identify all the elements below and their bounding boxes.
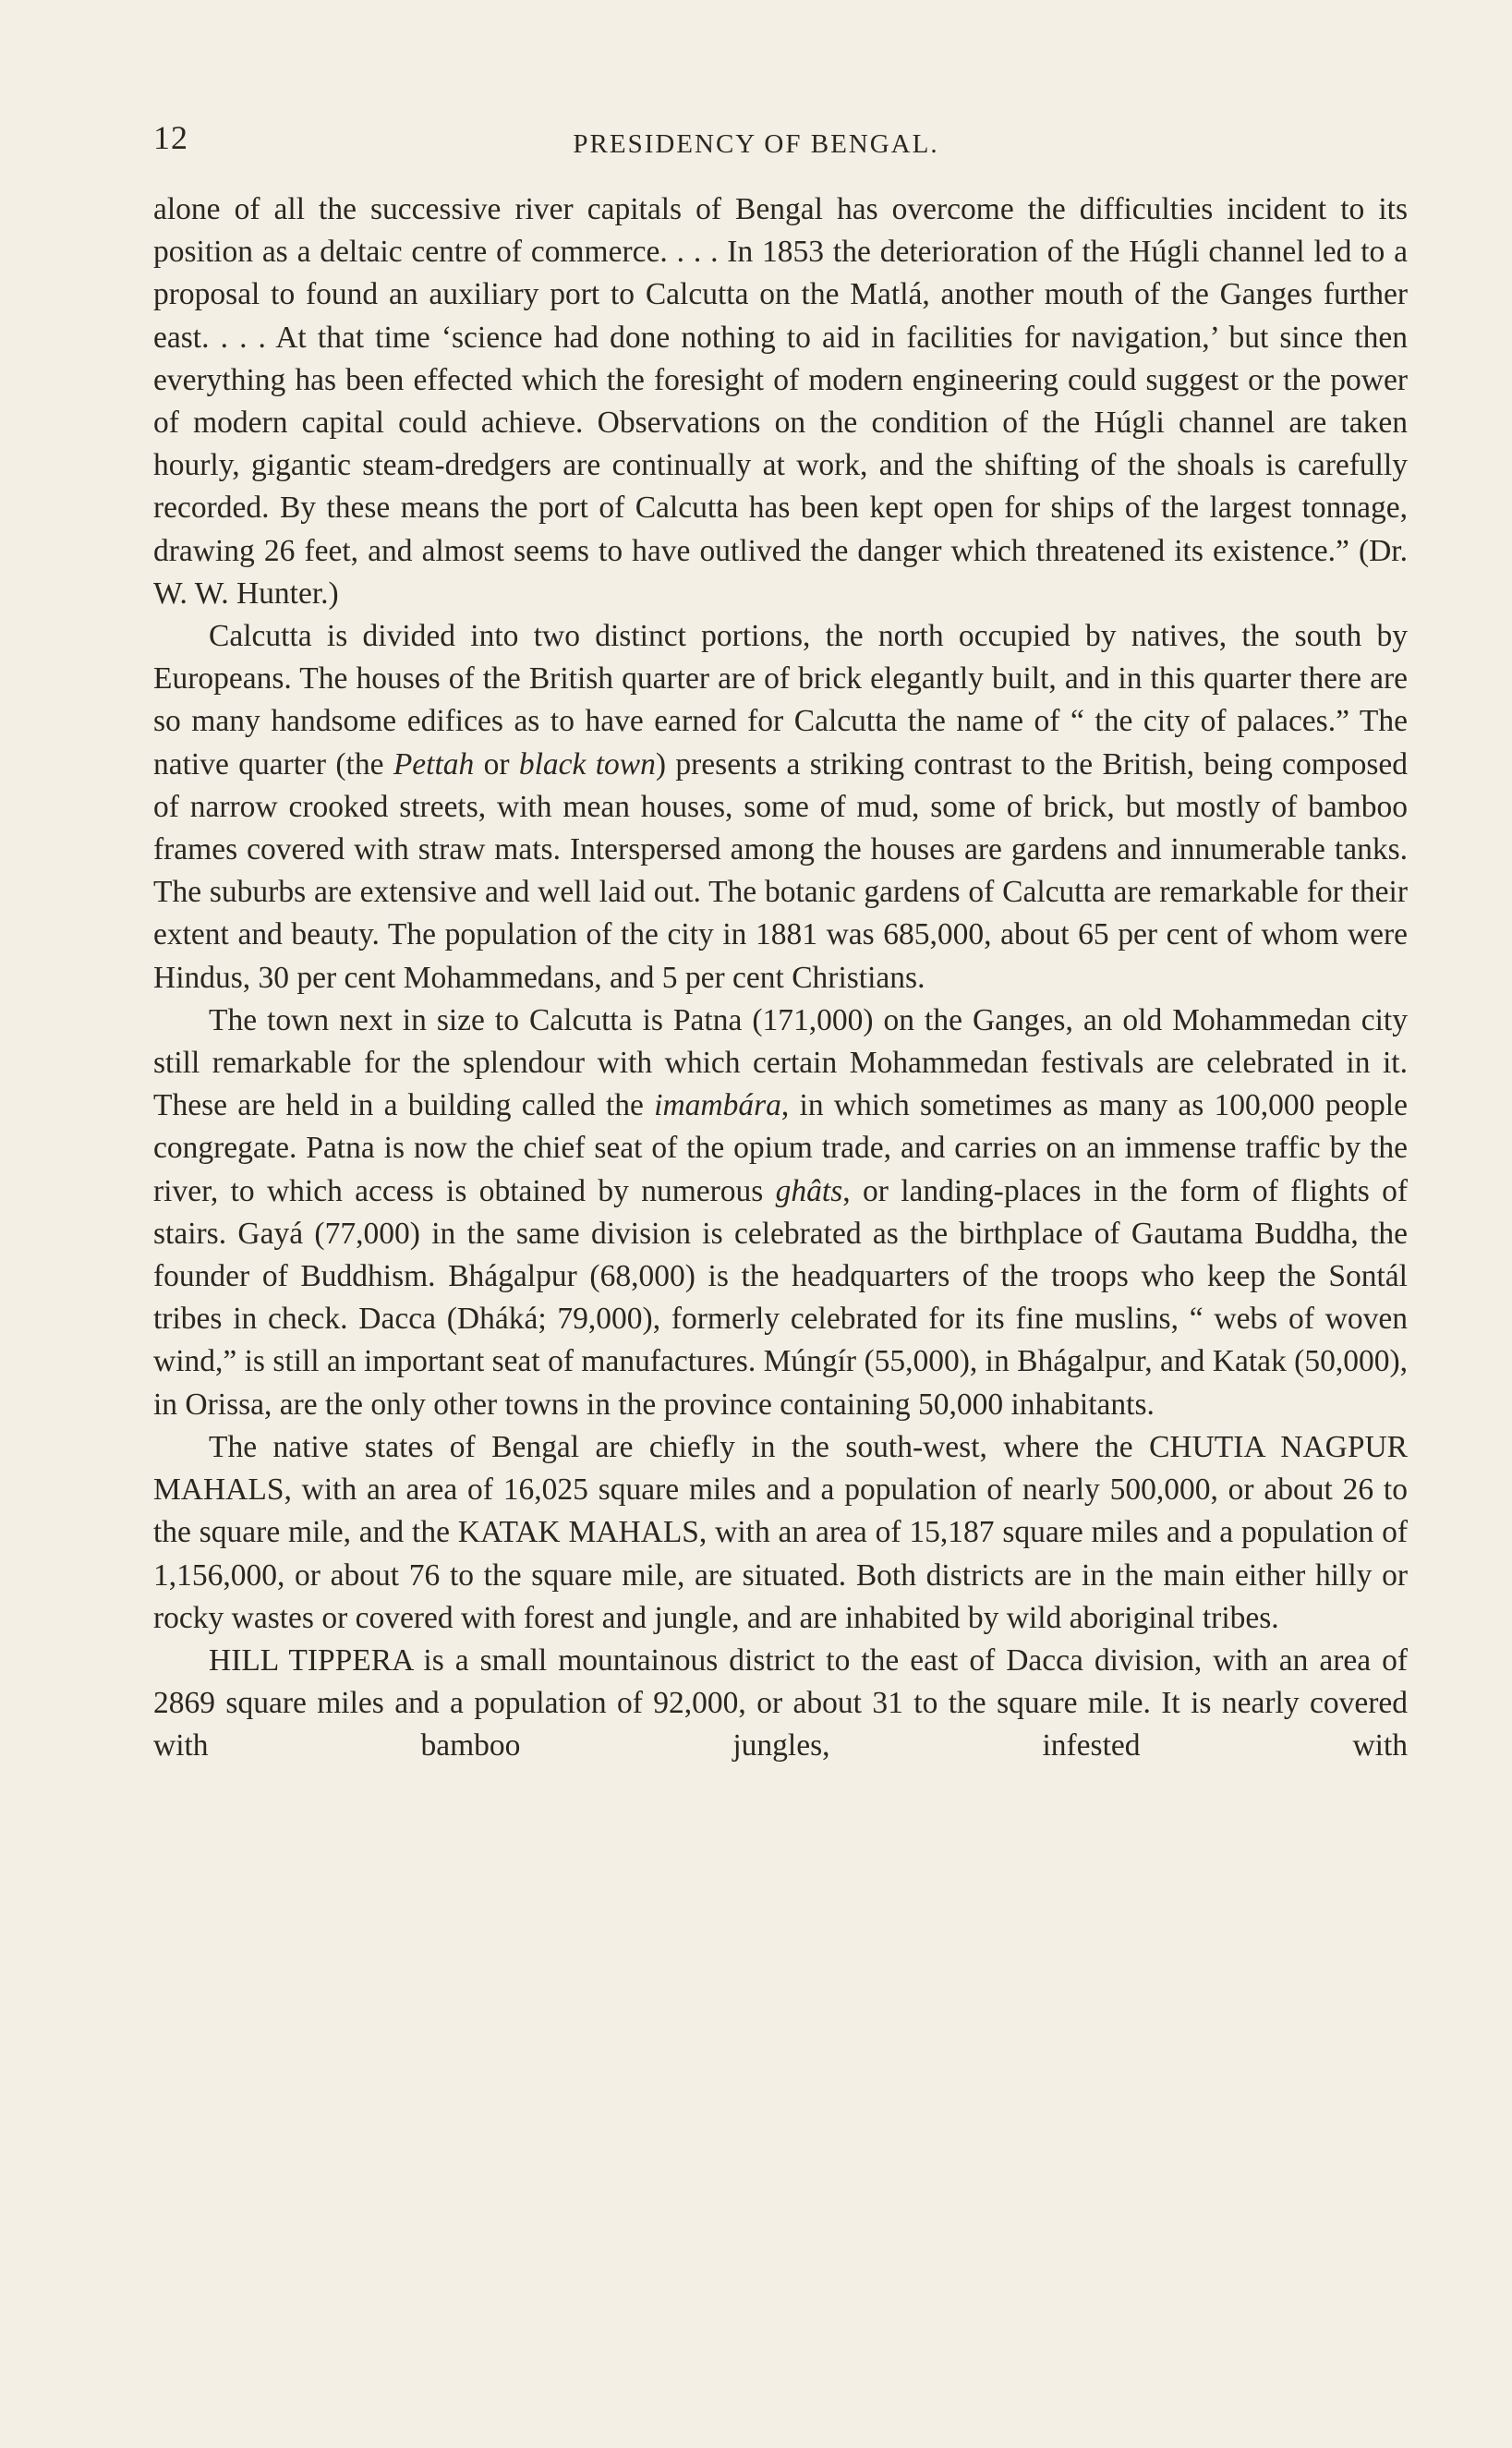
text-run: ) presents a striking contrast to the British, being composed of narrow crooked streets, with mean houses, some of mud, some of brick, but mostly of bamboo frames covered with straw mats. Interspersed among the houses are gardens and innumerable tanks. The suburbs are extensive and well laid out. The botanic gardens of Calcutta are remarkable for their extent and beauty. The population of the city in 1881 was 685,000, about 65 per cent of whom were Hindus, 30 per cent Mohammedans, and 5 per cent Christians.	[153, 746, 1408, 995]
italic-term: Pettah	[393, 746, 475, 782]
paragraph	[153, 1426, 1408, 1640]
paragraph	[153, 1640, 1408, 1768]
page-number: 12	[153, 119, 188, 156]
body-text	[153, 188, 1408, 1768]
paragraph	[153, 1000, 1408, 1426]
italic-term: imambára	[654, 1088, 781, 1123]
text-run: alone of all the successive river capitals of Bengal has overcome the difficulties incident to its position as a deltaic centre of commerce. . . . In 1853 the deterioration of the Húgli channel led to a proposal to found an auxiliary port to Calcutta on the Matlá, another mouth of the Ganges further east. . . . At that time ‘science had done nothing to aid in facilities for navigation,’ but since then everything has been effected which the foresight of modern engineering could suggest or the power of modern capital could achieve. Observations on the condition of the Húgli channel are taken hourly, gigantic steam-dredgers are continually at work, and the shifting of the shoals is carefully recorded. By these means the port of Calcutta has been kept open for ships of the largest tonnage, drawing 26 feet, and almost seems to have outlived the danger which threatened its existence.” (Dr. W. W. Hunter.)	[153, 192, 1408, 611]
text-run: HILL TIPPERA is a small mountainous district to the east of Dacca division, with an area of 2869 square miles and a population of 92,000, or about 31 to the square mile. It is nearly covered with bamboo jungles, infested with	[153, 1642, 1408, 1763]
italic-term: ghâts	[775, 1173, 843, 1208]
italic-term: black town	[518, 746, 656, 782]
paragraph	[153, 188, 1408, 615]
running-head: PRESIDENCY OF BENGAL.	[573, 129, 939, 159]
paragraph	[153, 615, 1408, 1000]
text-run: or	[474, 746, 519, 782]
text-run: , or landing-places in the form of flights of stairs. Gayá (77,000) in the same division is celebrated as the birthplace of Gautama Buddha, the founder of Buddhism. Bhágalpur (68,000) is the headquarters of the troops who keep the Sontál tribes in check. Dacca (Dháká; 79,000), formerly celebrated for its fine muslins, “ webs of woven wind,” is still an important seat of manufactures. Múngír (55,000), in Bhágalpur, and Katak (50,000), in Orissa, are the only other towns in the province containing 50,000 inhabitants.	[153, 1173, 1408, 1422]
text-run: The native states of Bengal are chiefly in the south-west, where the CHUTIA NAGPUR MAHALS, with an area of 16,025 square miles and a population of nearly 500,000, or about 26 to the square mile, and the KATAK MAHALS, with an area of 15,187 square miles and a population of 1,156,000, or about 76 to the square mile, are situated. Both districts are in the main either hilly or rocky wastes or covered with forest and jungle, and are inhabited by wild aboriginal tribes.	[153, 1429, 1408, 1635]
text-run: , in which sometimes as many as 100,000 people congregate. Patna is now the chief seat of the opium trade, and carries on an immense traffic by the river, to which access is obtained by numerous	[153, 1088, 1408, 1208]
text-run: The town next in size to Calcutta is Patna (171,000) on the Ganges, an old Mohammedan city still remarkable for the splendour with which certain Mohammedan festivals are celebrated in it. These are held in a building called the	[153, 1002, 1408, 1123]
text-run: Calcutta is divided into two distinct portions, the north occupied by natives, the south by Europeans. The houses of the British quarter are of brick elegantly built, and in this quarter there are so many handsome edifices as to have earned for Calcutta the name of “ the city of palaces.” The native quarter (the	[153, 619, 1408, 782]
